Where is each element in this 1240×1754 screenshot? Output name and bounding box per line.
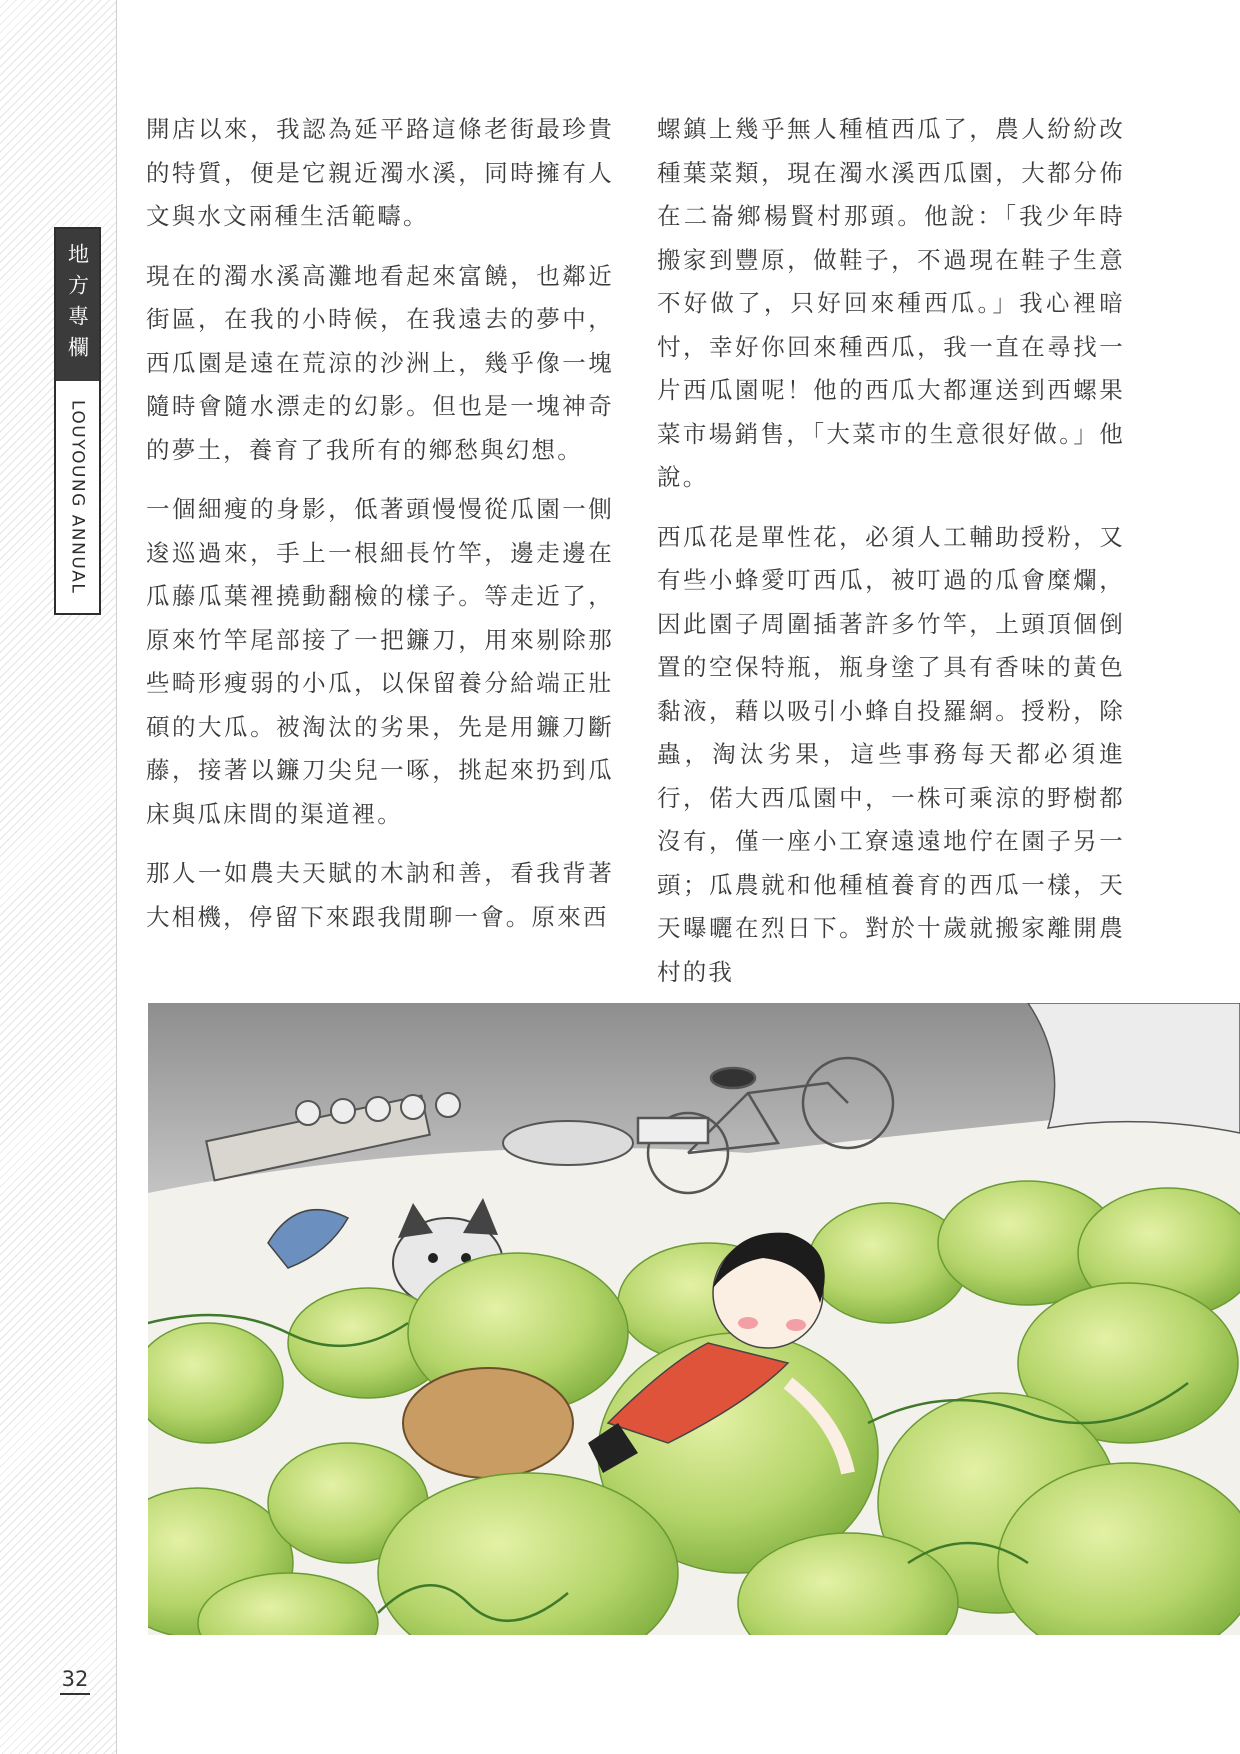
bamboo-basket: [503, 1121, 633, 1165]
paragraph: 螺鎮上幾乎無人種植西瓜了，農人紛紛改種葉菜類，現在濁水溪西瓜園，大都分佈在二崙鄉楊賢村那頭。他說：「我少年時搬家到豐原，做鞋子，不過現在鞋子生意不好做了，只好回來種西瓜。」我心裡暗忖，幸好你回來種西瓜，我一直在尋找一片西瓜園呢！他的西瓜大都運送到西螺果菜市場銷售，「大菜市的生意很好做。」他說。: [657, 115, 1125, 491]
section-tab-subtitle: [56, 381, 99, 613]
paragraph: 一個細瘦的身影，低著頭慢慢從瓜園一側逡巡過來，手上一根細長竹竿，邊走邊在瓜藤瓜葉裡撓動翻檢的樣子。等走近了，原來竹竿尾部接了一把鐮刀，用來剔除那些畸形瘦弱的小瓜，以保留養分給端正壯碩的大瓜。被淘汰的劣果，先是用鐮刀斷藤，接著以鐮刀尖兒一啄，挑起來扔到瓜床與瓜床間的渠道裡。: [146, 495, 614, 828]
section-tab: [54, 227, 101, 615]
straw-hat: [403, 1368, 573, 1478]
paragraph: 那人一如農夫天賦的木訥和善，看我背著大相機，停留下來跟我閒聊一會。原來西: [146, 859, 614, 931]
paragraph: 現在的濁水溪高灘地看起來富饒，也鄰近街區，在我的小時候，在我遠去的夢中，西瓜園是遠在荒涼的沙洲上，幾乎像一塊隨時會隨水漂走的幻影。但也是一塊神奇的夢土，養育了我所有的鄉愁與幻想。: [146, 261, 614, 464]
paragraph: 西瓜花是單性花，必須人工輔助授粉，又有些小蜂愛叮西瓜，被叮過的瓜會糜爛，因此園子周圍插著許多竹竿，上頭頂個倒置的空保特瓶，瓶身塗了具有香味的黃色黏液，藉以吸引小蜂自投羅網。授粉，除蟲，淘汰劣果，這些事務每天都必須進行，偌大西瓜園中，一株可乘涼的野樹都沒有，僅一座小工寮遠遠地佇在園子另一頭；瓜農就和他種植養育的西瓜一樣，天天曝曬在烈日下。對於十歲就搬家離開農村的我: [657, 522, 1125, 986]
section-tab-sublabel: LOUYOUNG ANNUAL: [67, 399, 88, 595]
watermelon-field-illustration: [148, 1003, 1240, 1635]
tree-trunk: [1028, 1003, 1240, 1133]
page-number: 32: [60, 1667, 90, 1695]
paragraph: 開店以來，我認為延平路這條老街最珍貴的特質，便是它親近濁水溪，同時擁有人文與水文兩種生活範疇。: [146, 115, 614, 230]
section-tab-label: 地方專欄: [65, 243, 90, 367]
section-tab-title: [56, 229, 99, 381]
text-column-left: [146, 108, 614, 955]
text-column-right: [657, 108, 1125, 1010]
